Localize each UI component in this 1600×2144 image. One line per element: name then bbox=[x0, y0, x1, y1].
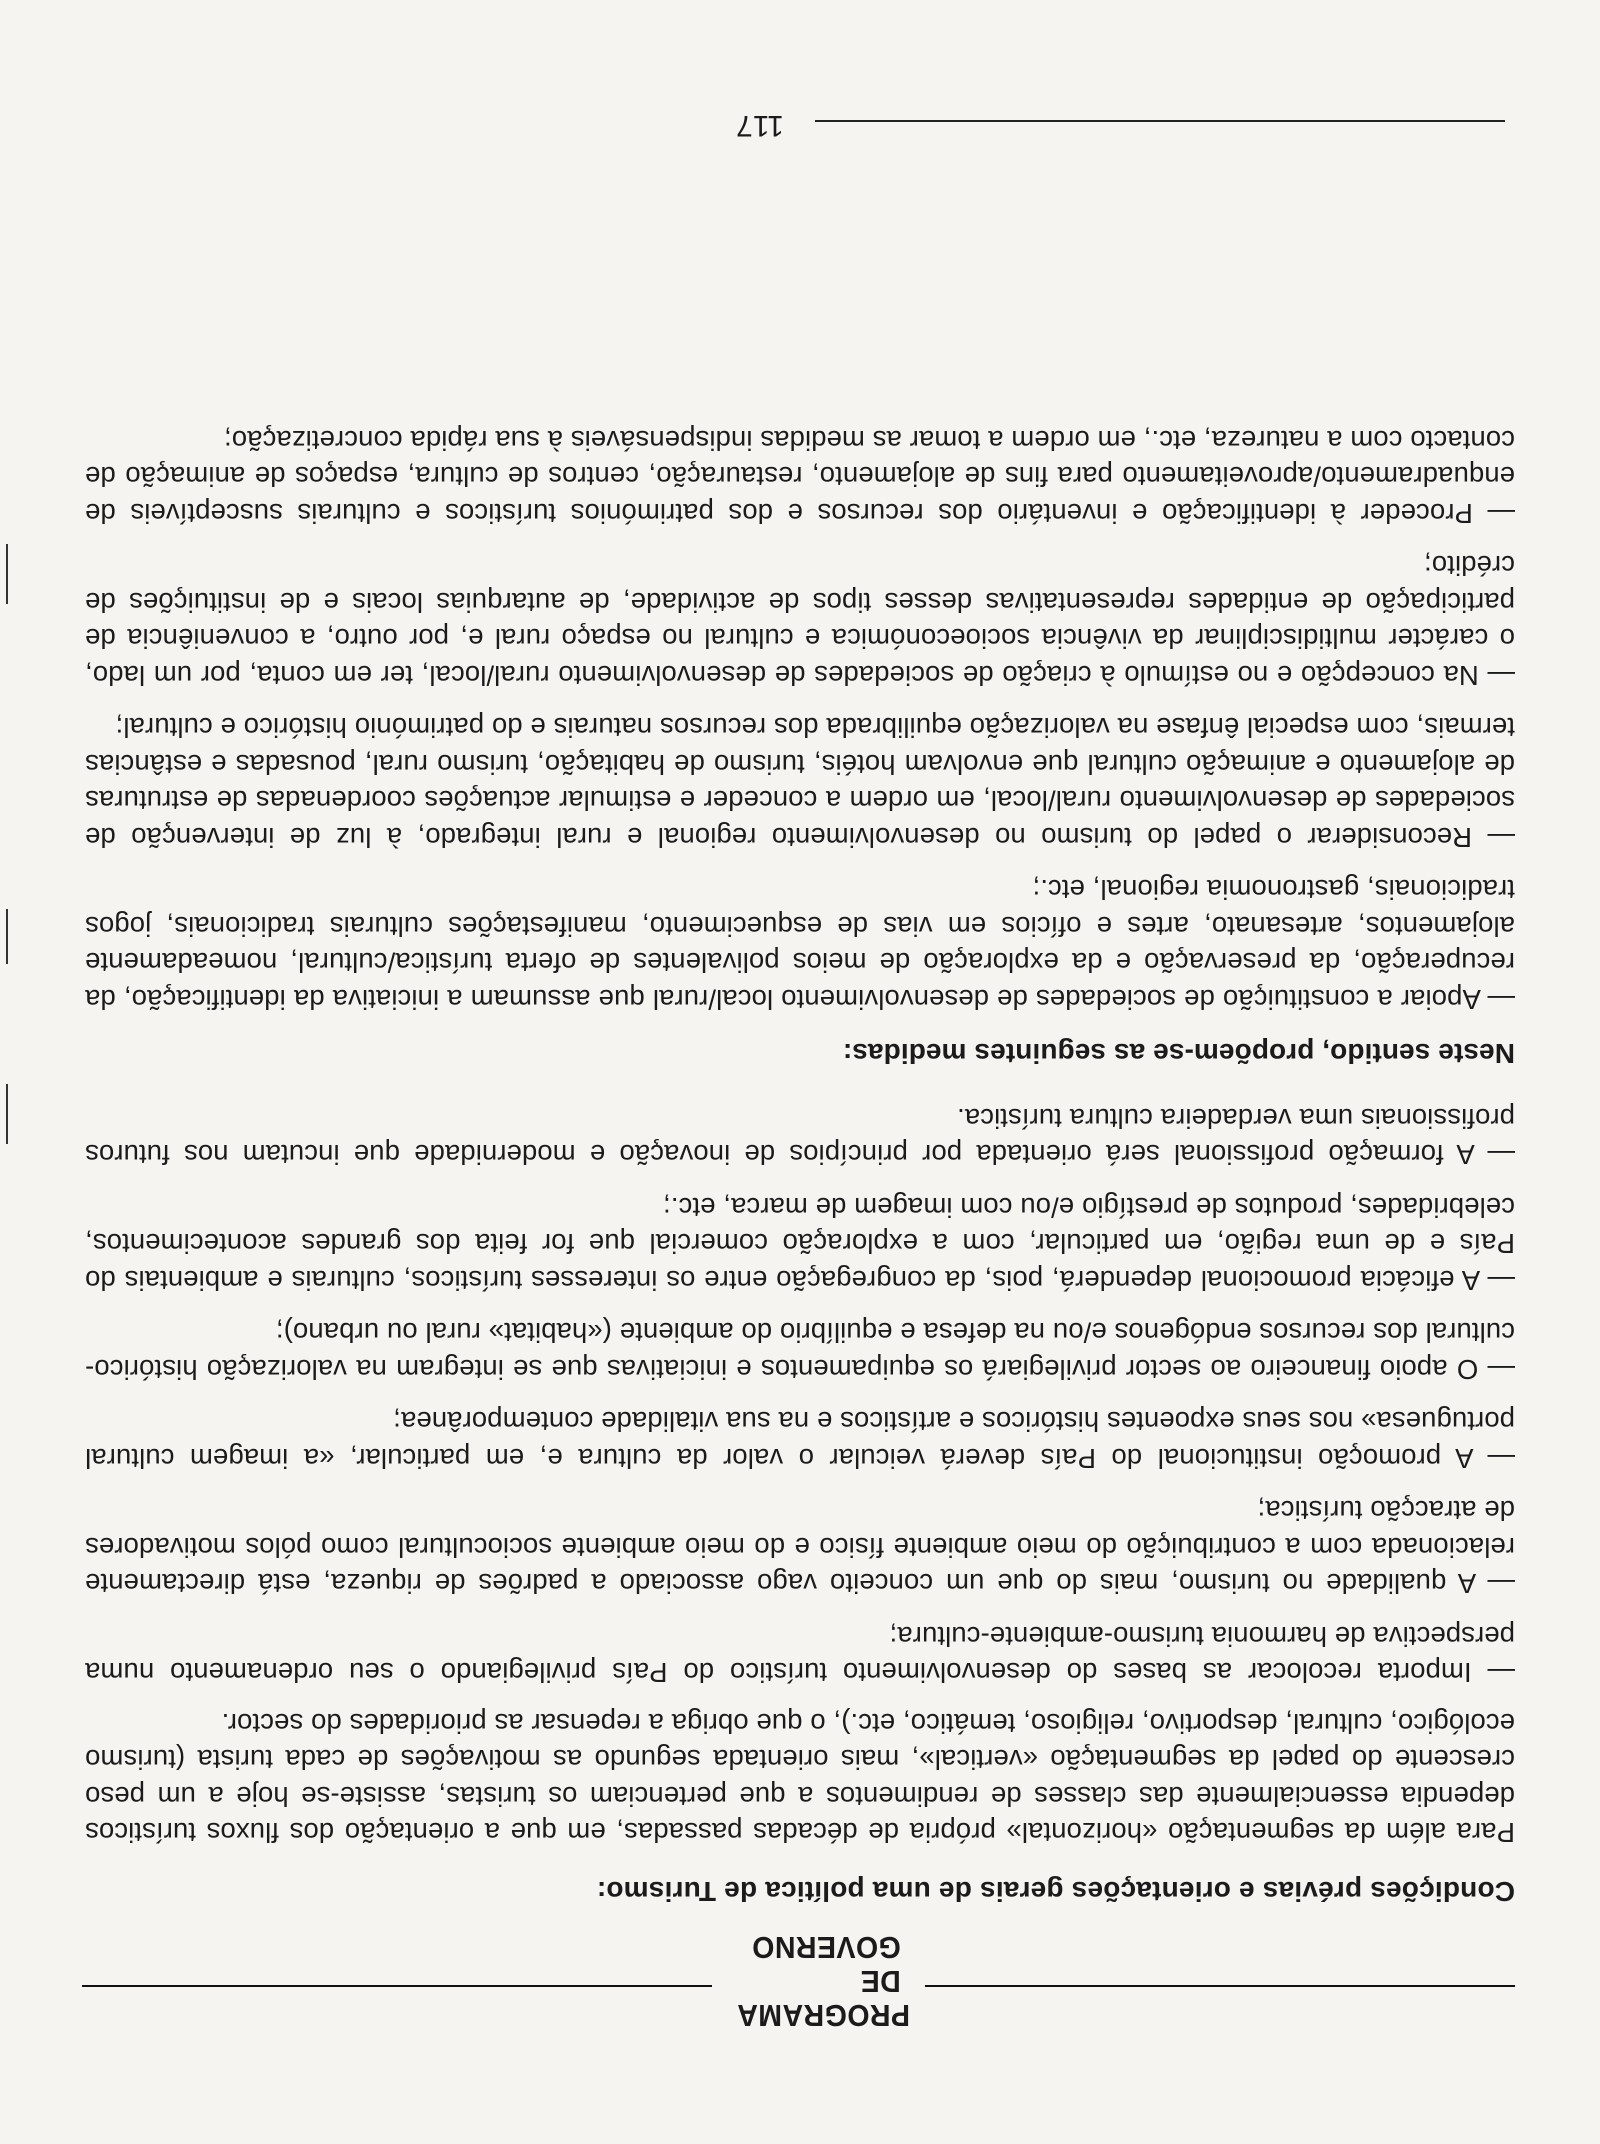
measure-item: — Apoiar a constituição de sociedades de desenvolvimento local/rural que assumam a iniciativa da identificação, da recuperação, da preservação e da exploração de meios polivalentes de oferta turística/cultural, nomeadamente alojamentos, artesanato, artes e ofícios em vias de esquecimento, manifestações culturais tradicionais, jogos tradicionais, gastronomia regional, etc.; bbox=[85, 874, 1515, 1015]
section-heading: Condições prévias e orientações gerais de uma política de Turismo: bbox=[596, 1876, 1515, 1907]
publication-title-line2: DE GOVERNO bbox=[751, 1930, 901, 1999]
page-footer bbox=[0, 104, 1600, 144]
page-content bbox=[85, 406, 1515, 1910]
header-rule-right bbox=[82, 1985, 712, 1987]
measure-item: — Reconsiderar o papel do turismo no desenvolvimento regional e rural integrado, à luz de intervenção de sociedades de desenvolvimento rural/local, em ordem a conceder e estimular actuações coordenadas de estruturas de alojamento e animação cultural que envolvam hotéis, turismo de habitação, turismo rural, pousadas e estâncias termais, com especial ênfase na valorização equilibrada dos recursos naturais e do património histórico e cultural; bbox=[85, 712, 1515, 853]
header-rule-left bbox=[925, 1985, 1515, 1987]
measure-item: — Proceder à identificação e inventário dos recursos e dos patrimónios turísticos e culturais susceptíveis de enquadramento/aproveitamento para fins de alojamento, restauração, centros de cultura, espaços de animação de contacto com a natureza, etc., em ordem a tomar as medidas indispensáveis à sua rápida concretização; bbox=[85, 425, 1515, 529]
guideline-item: — A promoção institucional do País deverá veicular o valor da cultura e, em particular, «a imagem cultural portuguesa» nos seus expoentes históricos e artísticos e na sua vitalidade contemporânea; bbox=[85, 1406, 1515, 1474]
publication-title bbox=[735, 1930, 910, 2032]
scan-edge-mark bbox=[6, 1084, 8, 1144]
scan-edge-mark bbox=[6, 544, 8, 604]
guideline-item: — A qualidade no turismo, mais do que um conceito vago associado a padrões de riqueza, está directamente relacionada com a contribuição do meio ambiente físico e do meio ambiente sociocultural como pólos motivadores de atracção turística; bbox=[85, 1495, 1515, 1600]
guideline-item: — O apoio financeiro ao sector privilegiará os equipamentos e iniciativas que se integram na valorização histórico-cultural dos recursos endógenos e/ou na defesa e equilíbrio do ambiente («habitat» rural ou urbano); bbox=[85, 1317, 1515, 1385]
page-number: 117 bbox=[720, 108, 800, 142]
guideline-item: — Importa recolocar as bases do desenvolvimento turístico do País privilegiando o seu ordenamento numa perspectiva de harmonia turismo-ambiente-cultura; bbox=[85, 1621, 1515, 1689]
guideline-item: — A formação profissional será orientada por princípios de inovação e modernidade que incutam nos futuros profissionais uma verdadeira cultura turística. bbox=[85, 1103, 1515, 1171]
footer-rule bbox=[815, 120, 1505, 122]
scan-edge-mark bbox=[6, 909, 8, 964]
page-header bbox=[0, 1930, 1600, 2033]
measure-item: — Na concepção e no estímulo à criação de sociedades de desenvolvimento rural/local, ter em conta, por um lado, o carácter multidisciplinar da vivência socioeconómica e cultural no espaço rural e, por outro, a conveniência de participação de entidades representativas desses tipos de actividade, de autarquias locais e de instituições de crédito; bbox=[85, 550, 1515, 691]
guideline-item: — A eficácia promocional dependerá, pois, da congregação entre os interesses turísticos, culturais e ambientais do País e de uma região, em particular, com a exploração comercial que for feita dos grandes acontecimentos, celebridades, produtos de prestígio e/ou com imagem de marca, etc.; bbox=[85, 1192, 1515, 1296]
publication-title-line1: PROGRAMA bbox=[736, 1998, 910, 2033]
measures-heading: Neste sentido, propõem-se as seguintes medidas: bbox=[842, 1038, 1515, 1070]
intro-paragraph: Para além da segmentação «horizontal» própria de décadas passadas, em que a orientação dos fluxos turísticos dependia essencialmente das classes de rendimentos a que pertenciam os turistas, assiste-se hoje a um peso crescente do papel da segmentação «vertical», mais orientada segundo as motivações de cada turista (turismo ecológico, cultural, desportivo, religioso, temático, etc.), o que obriga a repensar as prioridades do sector. bbox=[85, 1708, 1515, 1849]
